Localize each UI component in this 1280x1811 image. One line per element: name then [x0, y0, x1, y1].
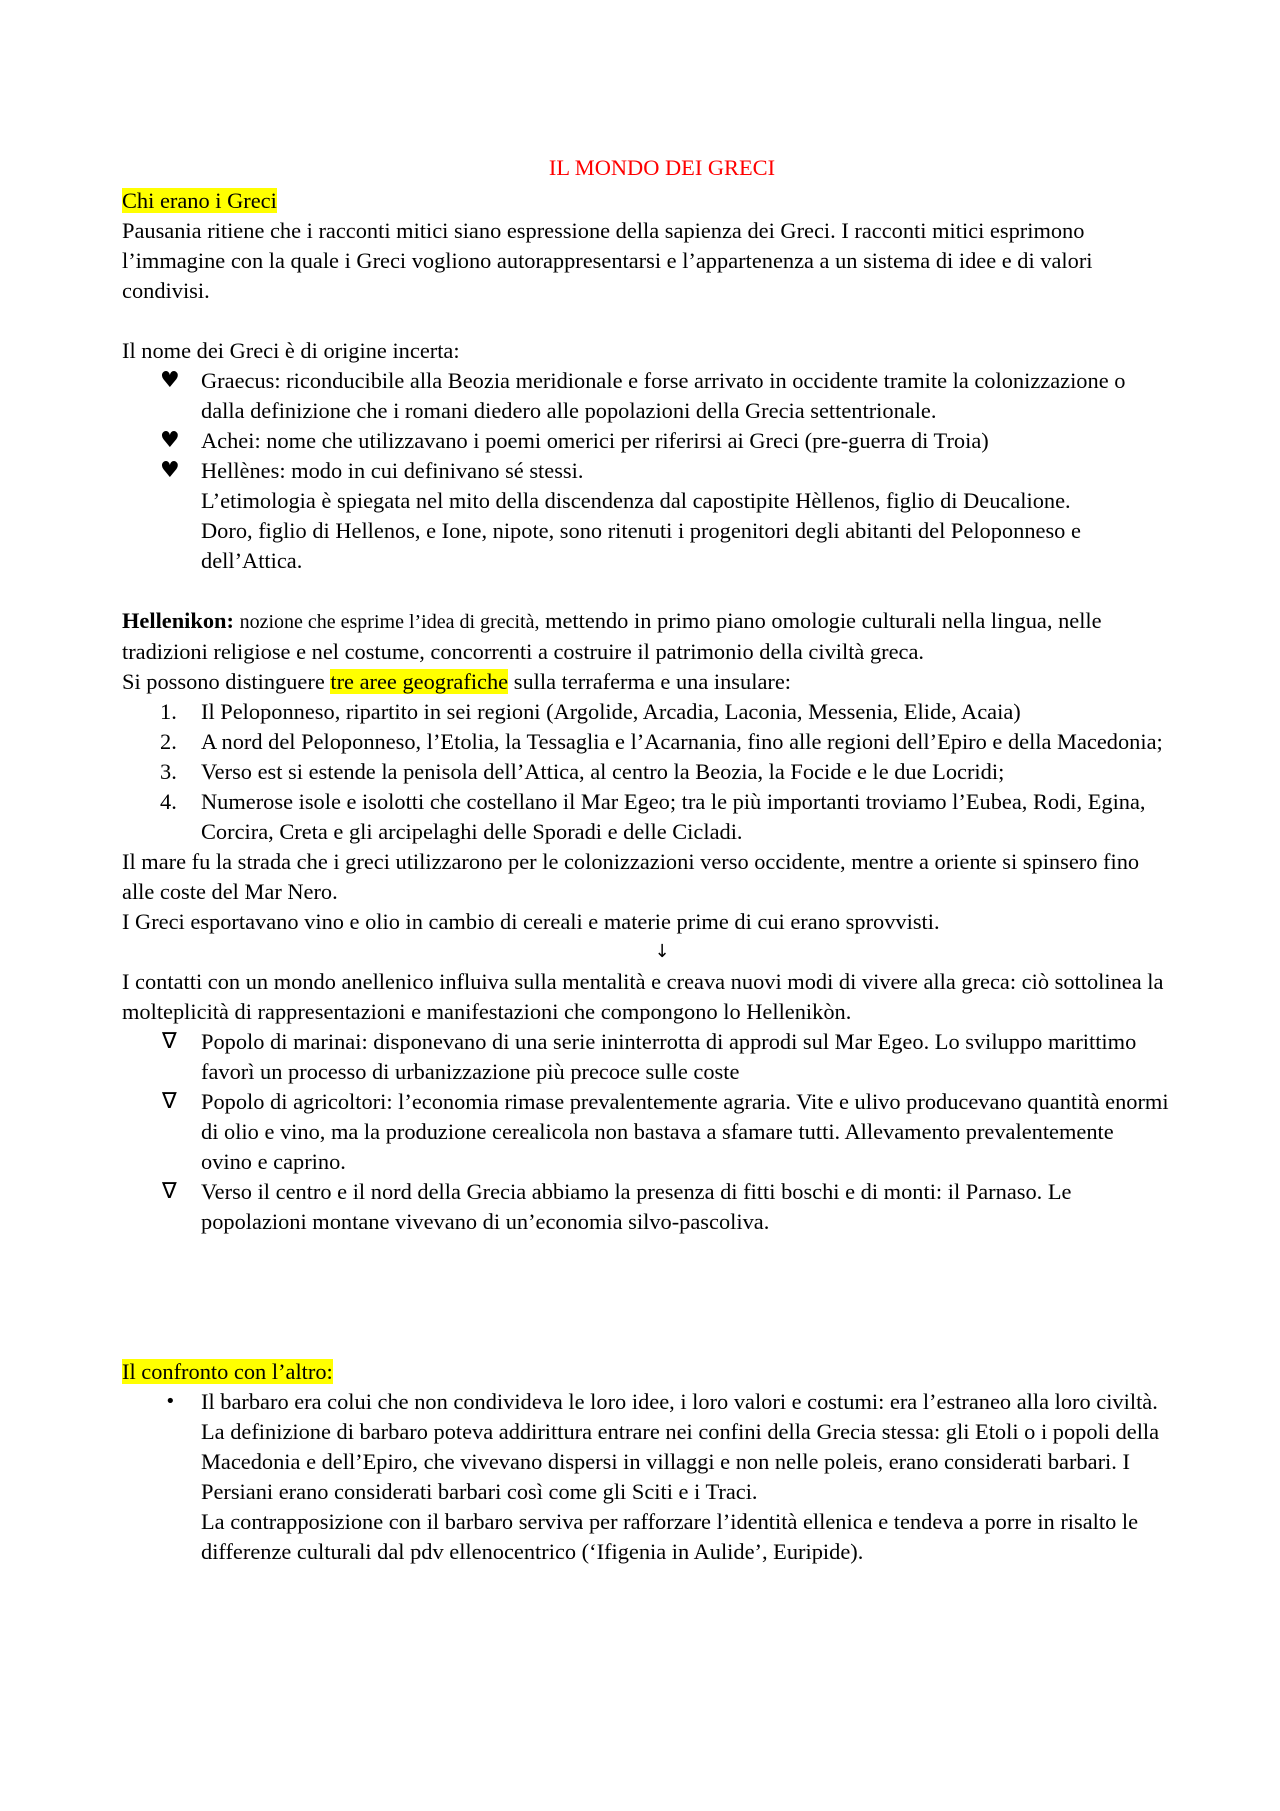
list-item-text: Graecus: riconducibile alla Beozia meridionale e forse arrivato in occidente tramite la colonizzazione o dalla definizione che i romani diedero alle popolazioni della Grecia settentrionale. [201, 368, 1126, 423]
section-heading-confronto [122, 1357, 1170, 1387]
list-item-text: Popolo di agricoltori: l’economia rimase prevalentemente agraria. Vite e ulivo producevano quantità enormi di olio e vino, ma la produzione cerealicola non bastava a sfamare tutti. Allevamento prevalentemente ovino e caprino. [201, 1089, 1169, 1174]
intro-paragraph: Pausania ritiene che i racconti mitici siano espressione della sapienza dei Greci. I racconti mitici esprimono l’immagine con la quale i Greci vogliono autorappresentarsi e l’appartenenza a un sistema di idee e di valori condivisi. [122, 218, 1093, 303]
list-item-subparagraph: L’etimologia è spiegata nel mito della discendenza dal capostipite Hèllenos, figlio di Deucalione. [201, 488, 1071, 513]
list-item [122, 1177, 1170, 1237]
export-paragraph: I Greci esportavano vino e olio in cambio di cereali e materie prime di cui erano sprovvisti. [122, 909, 940, 934]
list-item [122, 1087, 1170, 1177]
list-item-text: Popolo di marinai: disponevano di una serie ininterrotta di approdi sul Mar Egeo. Lo sviluppo marittimo favorì un processo di urbanizzazione più precoce sulle coste [201, 1029, 1137, 1084]
list-item [122, 757, 1170, 787]
page-title: IL MONDO DEI GRECI [548, 155, 776, 180]
nabla-bullet-icon: ∇ [162, 1179, 177, 1204]
dot-bullet-icon: • [165, 1391, 176, 1412]
list-item-text: Verso il centro e il nord della Grecia abbiamo la presenza di fitti boschi e di monti: il Parnaso. Le popolazioni montane vivevano di un’economia silvo-pascoliva. [201, 1179, 1072, 1234]
list-item-text: A nord del Peloponneso, l’Etolia, la Tessaglia e l’Acarnania, fino alle regioni dell’Epiro e della Macedonia; [201, 729, 1163, 754]
list-item-text: Numerose isole e isolotti che costellano il Mar Egeo; tra le più importanti troviamo l’Eubea, Rodi, Egina, Corcira, Creta e gli arcipelaghi delle Sporadi e delle Cicladi. [201, 789, 1146, 844]
list-number: 3. [160, 759, 177, 784]
list-item-text: Achei: nome che utilizzavano i poemi omerici per riferirsi ai Greci (pre-guerra di Troia) [201, 428, 989, 453]
down-arrow-icon: ↓ [654, 941, 670, 962]
nabla-bullet-icon: ∇ [162, 1029, 177, 1054]
list-item [122, 1387, 1170, 1567]
hellenikon-paragraph [122, 606, 1170, 667]
areas-highlight: tre aree geografiche [330, 669, 509, 694]
list-number: 2. [160, 729, 177, 754]
names-intro: Il nome dei Greci è di origine incerta: [122, 338, 460, 363]
peoples-list [122, 1027, 1170, 1237]
spacer [122, 576, 1170, 606]
list-item [122, 787, 1170, 847]
spacer [122, 306, 1170, 336]
list-item-subparagraph: Doro, figlio di Hellenos, e Ione, nipote, sono ritenuti i progenitori degli abitanti del Peloponneso e dell’Attica. [201, 518, 1081, 573]
spacer [122, 1237, 1170, 1357]
list-number: 4. [160, 789, 177, 814]
list-item-text: Il Peloponneso, ripartito in sei regioni (Argolide, Arcadia, Laconia, Messenia, Elide, Acaia) [201, 699, 1021, 724]
barbarian-list [122, 1387, 1170, 1567]
list-item [122, 1027, 1170, 1087]
names-list [122, 366, 1170, 576]
areas-intro-before: Si possono distinguere [122, 669, 325, 694]
section-heading-text: Il confronto con l’altro: [122, 1359, 333, 1384]
heart-bullet-icon: ♥ [160, 428, 180, 453]
hellenikon-term: Hellenikon: [122, 608, 234, 633]
sea-paragraph: Il mare fu la strada che i greci utilizzarono per le colonizzazioni verso occidente, mentre a oriente si spinsero fino alle coste del Mar Nero. [122, 849, 1140, 904]
list-number: 1. [160, 699, 177, 724]
list-item [122, 697, 1170, 727]
hellenikon-def-small: nozione che esprime l’idea di grecità, [239, 611, 540, 633]
section-heading-text: Chi erano i Greci [122, 188, 277, 213]
list-item-text: Il barbaro era colui che non condivideva le loro idee, i loro valori e costumi: era l’estraneo alla loro civiltà. [201, 1389, 1158, 1414]
nabla-bullet-icon: ∇ [162, 1089, 177, 1114]
areas-intro-after: sulla terraferma e una insulare: [513, 669, 791, 694]
list-item-text: Hellènes: modo in cui definivano sé stessi. [201, 458, 584, 483]
list-item [122, 727, 1170, 757]
list-item-subparagraph: La definizione di barbaro poteva addirittura entrare nei confini della Grecia stessa: gli Etoli o i popoli della Macedonia e dell’Epiro, che vivevano dispersi in villaggi e non nelle poleis, erano considerati barbari. I Persiani erano considerati barbari così come gli Sciti e i Traci. [201, 1419, 1160, 1504]
list-item [122, 456, 1170, 576]
list-item-text: Verso est si estende la penisola dell’Attica, al centro la Beozia, la Focide e le due Locridi; [201, 759, 1005, 784]
contacts-paragraph: I contatti con un mondo anellenico influiva sulla mentalità e creava nuovi modi di vivere alla greca: ciò sottolinea la molteplicità di rappresentazioni e manifestazioni che compongono lo Hellenikòn. [122, 969, 1164, 1024]
heart-bullet-icon: ♥ [160, 368, 180, 393]
heart-bullet-icon: ♥ [160, 458, 180, 483]
areas-intro [122, 667, 1170, 697]
areas-list [122, 697, 1170, 847]
list-item [122, 366, 1170, 426]
section-heading-chi-erano [122, 186, 1170, 216]
list-item [122, 426, 1170, 456]
hellenikon-def-rest: mettendo in primo piano omologie culturali nella lingua, nelle tradizioni religiose e nel costume, concorrenti a costruire il patrimonio della civiltà greca. [122, 608, 1102, 664]
list-item-subparagraph: La contrapposizione con il barbaro serviva per rafforzare l’identità ellenica e tendeva a porre in risalto le differenze culturali dal pdv ellenocentrico (‘Ifigenia in Aulide’, Euripide). [201, 1509, 1139, 1564]
